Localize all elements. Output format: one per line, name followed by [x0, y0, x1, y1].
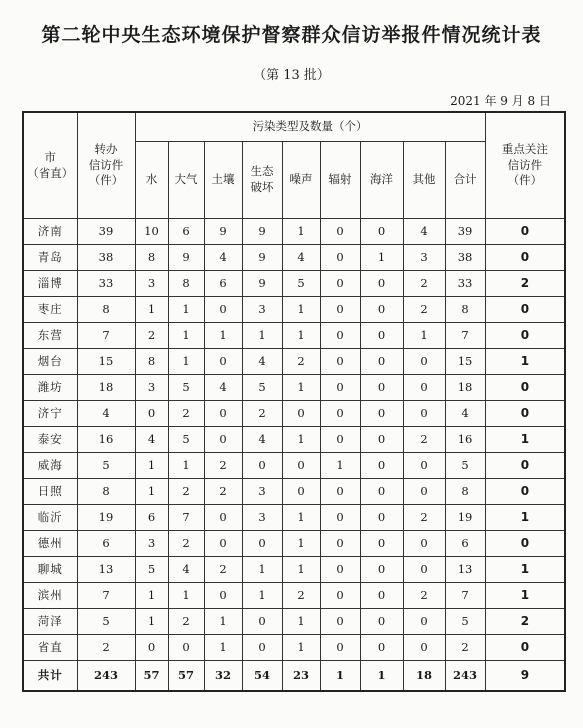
- type-count-cell: 0: [135, 401, 168, 427]
- city-cell: 潍坊: [23, 375, 77, 401]
- table-row: [23, 401, 565, 427]
- type-count-cell: 1: [282, 505, 320, 531]
- type-count-cell: 0: [204, 427, 242, 453]
- type-count-cell: 1: [282, 219, 320, 245]
- type-count-cell: 0: [320, 479, 360, 505]
- type-count-cell: 16: [445, 427, 485, 453]
- type-count-cell: 1: [135, 297, 168, 323]
- table-row: [23, 271, 565, 297]
- city-cell: 泰安: [23, 427, 77, 453]
- type-count-cell: 1: [204, 323, 242, 349]
- type-count-cell: 9: [242, 271, 282, 297]
- type-count-cell: 4: [168, 557, 204, 583]
- type-count-cell: 5: [168, 427, 204, 453]
- type-count-cell: 9: [242, 245, 282, 271]
- type-count-cell: 0: [135, 635, 168, 661]
- transferred-cell: 33: [77, 271, 135, 297]
- type-count-cell: 18: [403, 661, 445, 692]
- header-type: 生态 破坏: [242, 142, 282, 219]
- type-count-cell: 38: [445, 245, 485, 271]
- city-cell: 东营: [23, 323, 77, 349]
- table-row: [23, 219, 565, 245]
- type-count-cell: 5: [135, 557, 168, 583]
- table-row: [23, 349, 565, 375]
- type-count-cell: 0: [242, 635, 282, 661]
- type-count-cell: 0: [320, 583, 360, 609]
- key-focus-cell: 0: [485, 297, 565, 323]
- type-count-cell: 23: [282, 661, 320, 692]
- type-count-cell: 2: [204, 557, 242, 583]
- type-count-cell: 0: [403, 479, 445, 505]
- type-count-cell: 1: [360, 661, 403, 692]
- transferred-cell: 15: [77, 349, 135, 375]
- document-title: 第二轮中央生态环境保护督察群众信访举报件情况统计表: [41, 24, 542, 46]
- type-count-cell: 1: [282, 297, 320, 323]
- city-cell: 聊城: [23, 557, 77, 583]
- transferred-cell: 39: [77, 219, 135, 245]
- type-count-cell: 1: [168, 297, 204, 323]
- type-count-cell: 6: [168, 219, 204, 245]
- type-count-cell: 0: [360, 401, 403, 427]
- type-count-cell: 3: [242, 297, 282, 323]
- type-count-cell: 0: [320, 531, 360, 557]
- header-city-text: 市 （省直）: [27, 149, 74, 180]
- type-count-cell: 0: [360, 271, 403, 297]
- type-count-cell: 57: [168, 661, 204, 692]
- type-count-cell: 5: [168, 375, 204, 401]
- statistics-table: [22, 111, 566, 692]
- key-focus-cell: 9: [485, 661, 565, 692]
- transferred-cell: 4: [77, 401, 135, 427]
- type-count-cell: 8: [445, 297, 485, 323]
- type-count-cell: 0: [403, 349, 445, 375]
- type-count-cell: 3: [135, 271, 168, 297]
- type-count-cell: 1: [168, 453, 204, 479]
- key-focus-cell: 0: [485, 531, 565, 557]
- report-date: 2021 年 9 月 8 日: [450, 94, 551, 108]
- type-count-cell: 4: [403, 219, 445, 245]
- type-count-cell: 0: [320, 297, 360, 323]
- key-focus-cell: 1: [485, 583, 565, 609]
- type-count-cell: 0: [282, 479, 320, 505]
- type-count-cell: 0: [320, 349, 360, 375]
- transferred-cell: 243: [77, 661, 135, 692]
- type-count-cell: 6: [204, 271, 242, 297]
- total-row: [23, 661, 565, 692]
- city-cell: 威海: [23, 453, 77, 479]
- type-count-cell: 7: [445, 323, 485, 349]
- transferred-cell: 5: [77, 609, 135, 635]
- table-row: [23, 531, 565, 557]
- header-type: 海洋: [360, 142, 403, 219]
- type-count-cell: 5: [445, 609, 485, 635]
- header-transferred: [77, 112, 135, 219]
- type-count-cell: 2: [403, 505, 445, 531]
- type-count-cell: 0: [360, 583, 403, 609]
- header-type: 噪声: [282, 142, 320, 219]
- type-count-cell: 0: [204, 505, 242, 531]
- transferred-cell: 8: [77, 297, 135, 323]
- city-cell: 烟台: [23, 349, 77, 375]
- type-count-cell: 2: [445, 635, 485, 661]
- type-count-cell: 1: [135, 609, 168, 635]
- type-count-cell: 1: [282, 557, 320, 583]
- type-count-cell: 2: [204, 479, 242, 505]
- type-count-cell: 1: [135, 583, 168, 609]
- transferred-cell: 5: [77, 453, 135, 479]
- header-type: 辐射: [320, 142, 360, 219]
- table-row: [23, 635, 565, 661]
- table-row: [23, 583, 565, 609]
- type-count-cell: 2: [403, 583, 445, 609]
- type-count-cell: 0: [403, 453, 445, 479]
- type-count-cell: 18: [445, 375, 485, 401]
- type-count-cell: 0: [320, 245, 360, 271]
- key-focus-cell: 0: [485, 245, 565, 271]
- type-count-cell: 15: [445, 349, 485, 375]
- type-count-cell: 4: [135, 427, 168, 453]
- key-focus-cell: 0: [485, 323, 565, 349]
- type-count-cell: 5: [282, 271, 320, 297]
- type-count-cell: 0: [403, 531, 445, 557]
- table-row: [23, 375, 565, 401]
- type-count-cell: 1: [204, 609, 242, 635]
- header-type: 大气: [168, 142, 204, 219]
- type-count-cell: 8: [135, 349, 168, 375]
- table-row: [23, 479, 565, 505]
- key-focus-cell: 2: [485, 609, 565, 635]
- type-count-cell: 1: [282, 609, 320, 635]
- type-count-cell: 32: [204, 661, 242, 692]
- table-row: [23, 297, 565, 323]
- type-count-cell: 0: [403, 557, 445, 583]
- city-cell: 省直: [23, 635, 77, 661]
- type-count-cell: 0: [360, 375, 403, 401]
- type-count-cell: 8: [168, 271, 204, 297]
- key-focus-cell: 0: [485, 635, 565, 661]
- key-focus-cell: 1: [485, 349, 565, 375]
- type-count-cell: 0: [320, 609, 360, 635]
- type-count-cell: 3: [135, 531, 168, 557]
- type-count-cell: 1: [282, 375, 320, 401]
- key-focus-cell: 0: [485, 219, 565, 245]
- type-count-cell: 0: [242, 531, 282, 557]
- type-count-cell: 0: [204, 583, 242, 609]
- type-count-cell: 0: [403, 635, 445, 661]
- transferred-cell: 8: [77, 479, 135, 505]
- type-count-cell: 0: [320, 557, 360, 583]
- type-count-cell: 0: [320, 271, 360, 297]
- type-count-cell: 0: [320, 401, 360, 427]
- transferred-cell: 16: [77, 427, 135, 453]
- type-count-cell: 5: [445, 453, 485, 479]
- header-type: 合计: [445, 142, 485, 219]
- type-count-cell: 0: [204, 297, 242, 323]
- type-count-cell: 1: [168, 349, 204, 375]
- city-cell: 德州: [23, 531, 77, 557]
- type-count-cell: 0: [360, 219, 403, 245]
- type-count-cell: 1: [168, 583, 204, 609]
- type-count-cell: 1: [320, 661, 360, 692]
- type-count-cell: 3: [403, 245, 445, 271]
- type-count-cell: 0: [242, 609, 282, 635]
- type-count-cell: 7: [168, 505, 204, 531]
- transferred-cell: 13: [77, 557, 135, 583]
- type-count-cell: 0: [282, 453, 320, 479]
- key-focus-cell: 0: [485, 375, 565, 401]
- type-count-cell: 0: [360, 427, 403, 453]
- type-count-cell: 243: [445, 661, 485, 692]
- batch-label: （第 13 批）: [253, 68, 330, 83]
- type-count-cell: 1: [403, 323, 445, 349]
- type-count-cell: 2: [168, 479, 204, 505]
- type-count-cell: 1: [168, 323, 204, 349]
- header-type: 水: [135, 142, 168, 219]
- type-count-cell: 2: [403, 297, 445, 323]
- key-focus-cell: 0: [485, 453, 565, 479]
- type-count-cell: 0: [403, 609, 445, 635]
- key-focus-cell: 1: [485, 427, 565, 453]
- type-count-cell: 2: [282, 349, 320, 375]
- city-cell: 淄博: [23, 271, 77, 297]
- type-count-cell: 0: [204, 349, 242, 375]
- table-row: [23, 323, 565, 349]
- key-focus-cell: 1: [485, 557, 565, 583]
- key-focus-cell: 0: [485, 401, 565, 427]
- type-count-cell: 33: [445, 271, 485, 297]
- type-count-cell: 4: [282, 245, 320, 271]
- header-key-focus: [485, 112, 565, 219]
- type-count-cell: 0: [360, 323, 403, 349]
- type-count-cell: 10: [135, 219, 168, 245]
- transferred-cell: 19: [77, 505, 135, 531]
- type-count-cell: 57: [135, 661, 168, 692]
- type-count-cell: 1: [282, 323, 320, 349]
- transferred-cell: 6: [77, 531, 135, 557]
- type-count-cell: 0: [282, 401, 320, 427]
- type-count-cell: 7: [445, 583, 485, 609]
- type-count-cell: 0: [320, 505, 360, 531]
- type-count-cell: 8: [135, 245, 168, 271]
- key-focus-cell: 2: [485, 271, 565, 297]
- type-count-cell: 0: [360, 557, 403, 583]
- type-count-cell: 0: [360, 453, 403, 479]
- type-count-cell: 0: [360, 297, 403, 323]
- type-count-cell: 1: [282, 427, 320, 453]
- type-count-cell: 1: [204, 635, 242, 661]
- type-count-cell: 1: [320, 453, 360, 479]
- type-count-cell: 6: [135, 505, 168, 531]
- type-count-cell: 1: [282, 635, 320, 661]
- table-row: [23, 427, 565, 453]
- table-row: [23, 453, 565, 479]
- type-count-cell: 0: [320, 427, 360, 453]
- type-count-cell: 0: [360, 479, 403, 505]
- header-type: 土壤: [204, 142, 242, 219]
- type-count-cell: 54: [242, 661, 282, 692]
- type-count-cell: 2: [135, 323, 168, 349]
- city-cell: 青岛: [23, 245, 77, 271]
- type-count-cell: 1: [242, 583, 282, 609]
- table-row: [23, 557, 565, 583]
- type-count-cell: 1: [282, 531, 320, 557]
- type-count-cell: 2: [242, 401, 282, 427]
- table-row: [23, 609, 565, 635]
- type-count-cell: 4: [204, 375, 242, 401]
- type-count-cell: 0: [204, 401, 242, 427]
- type-count-cell: 0: [320, 635, 360, 661]
- type-count-cell: 4: [204, 245, 242, 271]
- type-count-cell: 0: [320, 219, 360, 245]
- type-count-cell: 1: [360, 245, 403, 271]
- type-count-cell: 0: [320, 375, 360, 401]
- type-count-cell: 0: [320, 323, 360, 349]
- key-focus-cell: 1: [485, 505, 565, 531]
- type-count-cell: 0: [168, 635, 204, 661]
- type-count-cell: 1: [242, 557, 282, 583]
- transferred-cell: 7: [77, 323, 135, 349]
- type-count-cell: 0: [242, 453, 282, 479]
- type-count-cell: 0: [360, 609, 403, 635]
- city-cell: 济南: [23, 219, 77, 245]
- type-count-cell: 1: [242, 323, 282, 349]
- type-count-cell: 2: [168, 531, 204, 557]
- header-city: [23, 112, 77, 219]
- type-count-cell: 2: [403, 271, 445, 297]
- type-count-cell: 4: [242, 349, 282, 375]
- type-count-cell: 5: [242, 375, 282, 401]
- header-transferred-text: 转办 信访件 （件）: [88, 142, 124, 188]
- type-count-cell: 39: [445, 219, 485, 245]
- type-count-cell: 1: [135, 453, 168, 479]
- type-count-cell: 0: [360, 531, 403, 557]
- type-count-cell: 2: [168, 609, 204, 635]
- type-count-cell: 2: [282, 583, 320, 609]
- city-cell: 共计: [23, 661, 77, 692]
- table-row: [23, 245, 565, 271]
- type-count-cell: 0: [360, 349, 403, 375]
- type-count-cell: 8: [445, 479, 485, 505]
- city-cell: 枣庄: [23, 297, 77, 323]
- city-cell: 济宁: [23, 401, 77, 427]
- type-count-cell: 13: [445, 557, 485, 583]
- type-count-cell: 2: [168, 401, 204, 427]
- type-count-cell: 2: [403, 427, 445, 453]
- type-count-cell: 19: [445, 505, 485, 531]
- city-cell: 临沂: [23, 505, 77, 531]
- key-focus-cell: 0: [485, 479, 565, 505]
- type-count-cell: 3: [135, 375, 168, 401]
- type-count-cell: 9: [204, 219, 242, 245]
- city-cell: 日照: [23, 479, 77, 505]
- type-count-cell: 0: [360, 635, 403, 661]
- header-key-focus-text: 重点关注 信访件 （件）: [501, 142, 548, 188]
- type-count-cell: 2: [204, 453, 242, 479]
- transferred-cell: 7: [77, 583, 135, 609]
- type-count-cell: 3: [242, 479, 282, 505]
- header-pollution-group: 污染类型及数量（个）: [135, 112, 485, 142]
- type-count-cell: 6: [445, 531, 485, 557]
- city-cell: 菏泽: [23, 609, 77, 635]
- type-count-cell: 3: [242, 505, 282, 531]
- transferred-cell: 38: [77, 245, 135, 271]
- type-count-cell: 4: [242, 427, 282, 453]
- type-count-cell: 9: [168, 245, 204, 271]
- type-count-cell: 1: [135, 479, 168, 505]
- type-count-cell: 0: [403, 401, 445, 427]
- type-count-cell: 0: [204, 531, 242, 557]
- header-type: 其他: [403, 142, 445, 219]
- type-count-cell: 9: [242, 219, 282, 245]
- transferred-cell: 2: [77, 635, 135, 661]
- transferred-cell: 18: [77, 375, 135, 401]
- type-count-cell: 0: [360, 505, 403, 531]
- type-count-cell: 0: [403, 375, 445, 401]
- city-cell: 滨州: [23, 583, 77, 609]
- type-count-cell: 4: [445, 401, 485, 427]
- table-row: [23, 505, 565, 531]
